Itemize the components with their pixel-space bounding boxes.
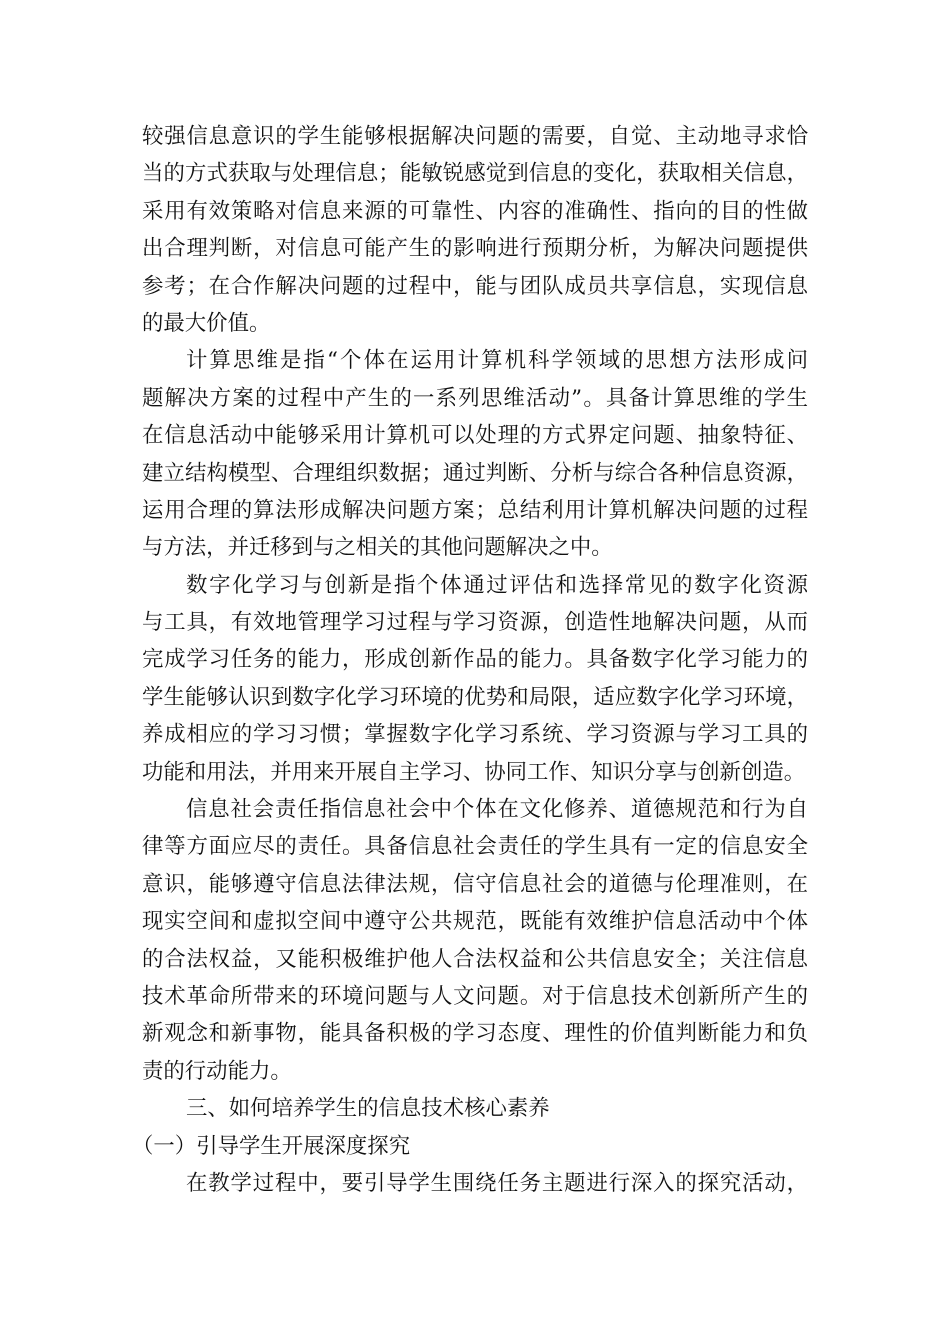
text-line: 新观念和新事物，能具备积极的学习态度、理性的价值判断能力和负 <box>142 1021 808 1047</box>
text-line: 数字化学习与创新是指个体通过评估和选择常见的数字化资源 <box>186 572 808 598</box>
text-line: 责的行动能力。 <box>142 1058 292 1084</box>
text-line: 功能和用法，并用来开展自主学习、协同工作、知识分享与创新创造。 <box>142 759 806 785</box>
text-line: 当的方式获取与处理信息；能敏锐感觉到信息的变化，获取相关信息， <box>142 161 808 187</box>
text-line: 建立结构模型、合理组织数据；通过判断、分析与综合各种信息资源， <box>142 460 808 486</box>
text-line: 的最大价值。 <box>142 310 271 336</box>
section-heading: 三、如何培养学生的信息技术核心素养 <box>186 1096 550 1122</box>
paragraph-inquiry-first-line: 在教学过程中，要引导学生围绕任务主题进行深入的探究活动， <box>186 1170 808 1196</box>
text-line: 现实空间和虚拟空间中遵守公共规范，既能有效维护信息活动中个体 <box>142 909 808 935</box>
text-line: 参考；在合作解决问题的过程中，能与团队成员共享信息，实现信息 <box>142 273 808 299</box>
text-line: 律等方面应尽的责任。具备信息社会责任的学生具有一定的信息安全 <box>142 834 808 860</box>
text-line: 与工具，有效地管理学习过程与学习资源，创造性地解决问题，从而 <box>142 610 808 636</box>
subsection-heading: （一）引导学生开展深度探究 <box>132 1133 411 1159</box>
document-body <box>142 118 808 1090</box>
text-line: 学生能够认识到数字化学习环境的优势和局限，适应数字化学习环境， <box>142 684 808 710</box>
text-line: 技术革命所带来的环境问题与人文问题。对于信息技术创新所产生的 <box>142 983 808 1009</box>
paragraph-info-awareness-cont <box>142 118 808 342</box>
text-line: 信息社会责任指信息社会中个体在文化修养、道德规范和行为自 <box>186 797 808 823</box>
text-line: 的合法权益，又能积极维护他人合法权益和公共信息安全；关注信息 <box>142 946 808 972</box>
paragraph-digital-learning <box>142 567 808 791</box>
text-line: 题解决方案的过程中产生的一系列思维活动”。具备计算思维的学生 <box>142 385 808 411</box>
text-line: 采用有效策略对信息来源的可靠性、内容的准确性、指向的目的性做 <box>142 198 808 224</box>
text-line: 与方法，并迁移到与之相关的其他问题解决之中。 <box>142 535 613 561</box>
text-line: 计算思维是指“个体在运用计算机科学领域的思想方法形成问 <box>186 348 808 374</box>
text-line: 完成学习任务的能力，形成创新作品的能力。具备数字化学习能力的 <box>142 647 808 673</box>
text-line: 运用合理的算法形成解决问题方案；总结利用计算机解决问题的过程 <box>142 497 808 523</box>
text-line: 在信息活动中能够采用计算机可以处理的方式界定问题、抽象特征、 <box>142 423 808 449</box>
paragraph-social-responsibility <box>142 791 808 1090</box>
text-line: 意识，能够遵守信息法律法规，信守信息社会的道德与伦理准则，在 <box>142 871 808 897</box>
text-line: 较强信息意识的学生能够根据解决问题的需要，自觉、主动地寻求恰 <box>142 124 808 149</box>
text-line: 养成相应的学习习惯；掌握数字化学习系统、学习资源与学习工具的 <box>142 722 808 748</box>
paragraph-computational-thinking <box>142 342 808 566</box>
document-page <box>132 118 808 1202</box>
text-line: 出合理判断，对信息可能产生的影响进行预期分析，为解决问题提供 <box>142 236 808 262</box>
